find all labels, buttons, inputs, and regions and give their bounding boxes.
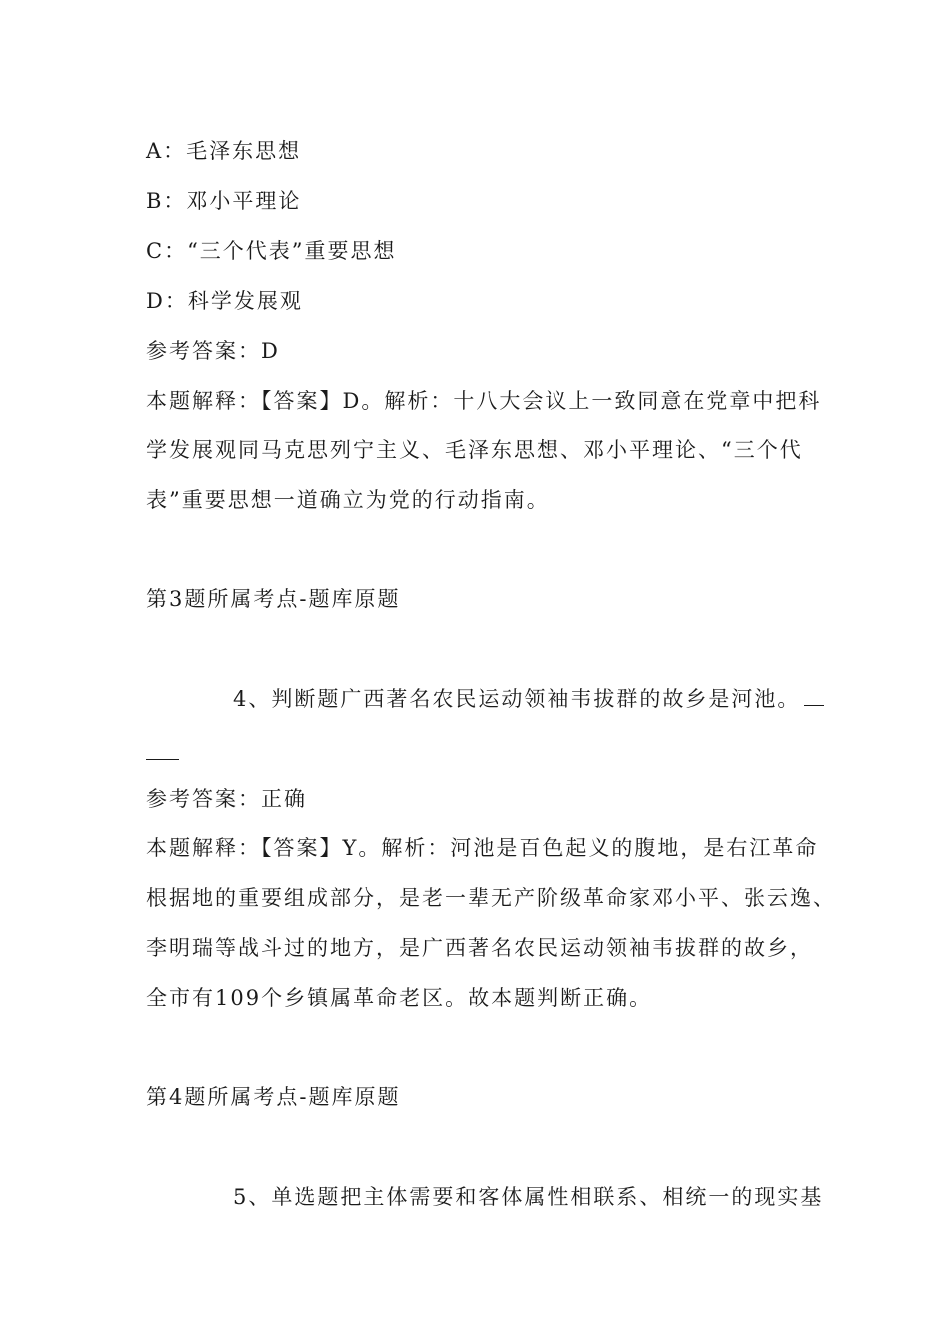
option-d: D：科学发展观	[146, 289, 303, 313]
explanation-q4-line-4: 全市有109个乡镇属革命老区。故本题判断正确。	[146, 986, 653, 1010]
explanation-q4-line-2: 根据地的重要组成部分，是老一辈无产阶级革命家邓小平、张云逸、	[146, 886, 836, 910]
answer-q4: 参考答案：正确	[146, 787, 307, 811]
explanation-q3-line-3: 表”重要思想一道确立为党的行动指南。	[146, 488, 550, 512]
question-4	[233, 685, 913, 713]
explanation-q3-line-2: 学发展观同马克思列宁主义、毛泽东思想、邓小平理论、“三个代	[146, 438, 803, 462]
answer-blank	[804, 685, 824, 706]
option-b: B：邓小平理论	[146, 189, 302, 213]
option-c: C：“三个代表”重要思想	[146, 239, 397, 263]
explanation-q3-line-1: 本题解释：【答案】D。解析：十八大会议上一致同意在党章中把科	[146, 389, 822, 413]
option-a: A：毛泽东思想	[146, 139, 302, 163]
question-4-text: 4、判断题广西著名农民运动领袖韦拔群的故乡是河池。	[233, 687, 801, 711]
answer-q3: 参考答案：D	[146, 339, 280, 363]
question-5: 5、单选题把主体需要和客体属性相联系、相统一的现实基	[233, 1185, 824, 1209]
explanation-q4-line-1: 本题解释：【答案】Y。解析：河池是百色起义的腹地，是右江革命	[146, 836, 819, 860]
topic-q3: 第3题所属考点-题库原题	[146, 587, 401, 611]
answer-blank-continuation	[146, 759, 179, 760]
topic-q4: 第4题所属考点-题库原题	[146, 1085, 401, 1109]
explanation-q4-line-3: 李明瑞等战斗过的地方，是广西著名农民运动领袖韦拔群的故乡，	[146, 936, 813, 960]
